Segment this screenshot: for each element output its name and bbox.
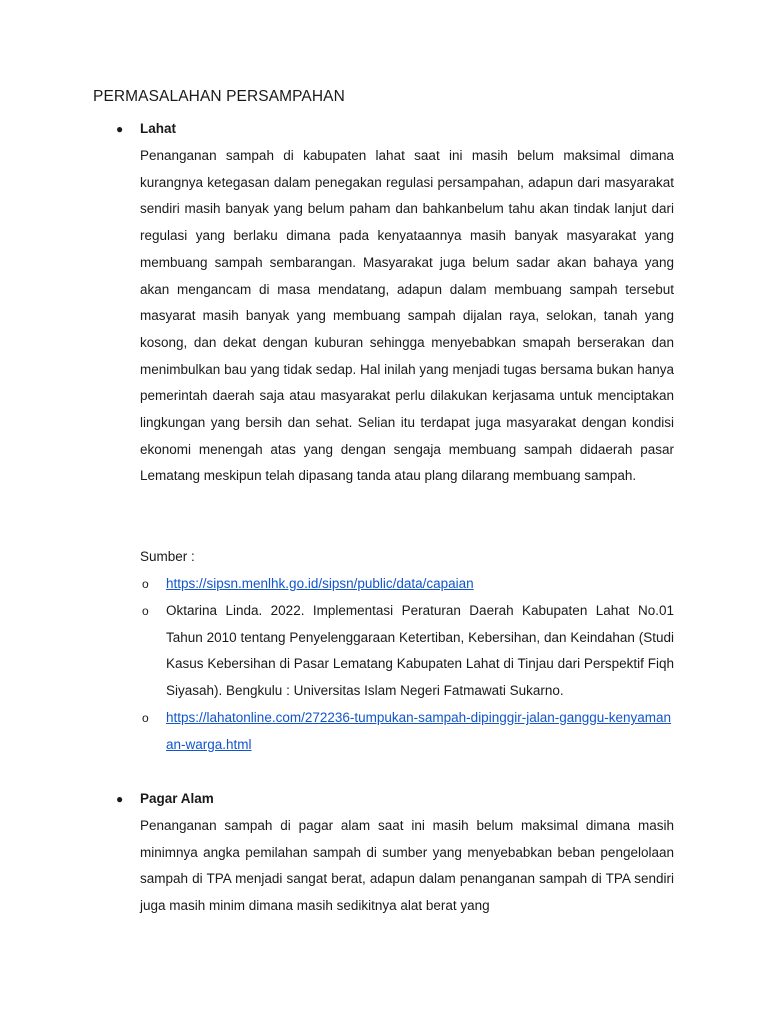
bullet-icon: ● (116, 792, 124, 806)
section-heading: Pagar Alam (140, 791, 214, 806)
list-marker-icon: o (142, 604, 149, 618)
document-title: PERMASALAHAN PERSAMPAHAN (93, 88, 345, 105)
list-marker-icon: o (142, 711, 149, 725)
bullet-icon: ● (116, 122, 124, 136)
list-marker-icon: o (142, 577, 149, 591)
section-body: Penanganan sampah di kabupaten lahat saat ini masih belum maksimal dimana kurangnya ketegasan dalam penegakan regulasi persampahan, adapun dari masyarakat sendiri masih banyak yang belum paham dan bahkanbelum tahu akan tindak lanjut dari regulasi yang berlaku dimana pada kenyataannya masih banyak masyarakat yang membuang sampah sembarangan. Masyarakat juga belum sadar akan bahaya yang akan mengancam di masa mendatang, adapun dalam membuang sampah tersebut masyarat masih banyak yang membuang sampah dijalan raya, selokan, tanah yang kosong, dan dekat dengan kuburan sehingga menyebabkan smapah berserakan dan menimbulkan bau yang tidak sedap. Hal inilah yang menjadi tugas bersama bukan hanya pemerintah daerah saja atau masyarakat perlu dilakukan kerjasama untuk menciptakan lingkungan yang bersih dan sehat. Selian itu terdapat juga masyarakat dengan kondisi ekonomi menengah atas yang dengan sengaja membuang sampah didaerah pasar Lematang meskipun telah dipasang tanda atau plang dilarang membuang sampah. (140, 148, 674, 484)
source-link[interactable]: https://lahatonline.com/272236-tumpukan-sampah-dipinggir-jalan-ganggu-kenyamanan-warga.html (166, 710, 672, 752)
sources-label: Sumber : (140, 549, 195, 564)
section-heading: Lahat (140, 121, 177, 136)
source-citation: Oktarina Linda. 2022. Implementasi Peraturan Daerah Kabupaten Lahat No.01 Tahun 2010 tentang Penyelenggaraan Ketertiban, Kebersihan, dan Keindahan (Studi Kasus Kebersihan di Pasar Lematang Kabupaten Lahat di Tinjau dari Perspektif Fiqh Siyasah). Bengkulu : Universitas Islam Negeri Fatmawati Sukarno. (166, 603, 674, 699)
source-link[interactable]: https://sipsn.menlhk.go.id/sipsn/public/data/capaian (166, 576, 474, 591)
section-body: Penanganan sampah di pagar alam saat ini masih belum maksimal dimana masih minimnya angka pemilahan sampah di sumber yang menyebabkan beban pengelolaan sampah di TPA menjadi sangat berat, adapun dalam penanganan sampah di TPA sendiri juga masih minim dimana masih sedikitnya alat berat yang (140, 818, 674, 914)
